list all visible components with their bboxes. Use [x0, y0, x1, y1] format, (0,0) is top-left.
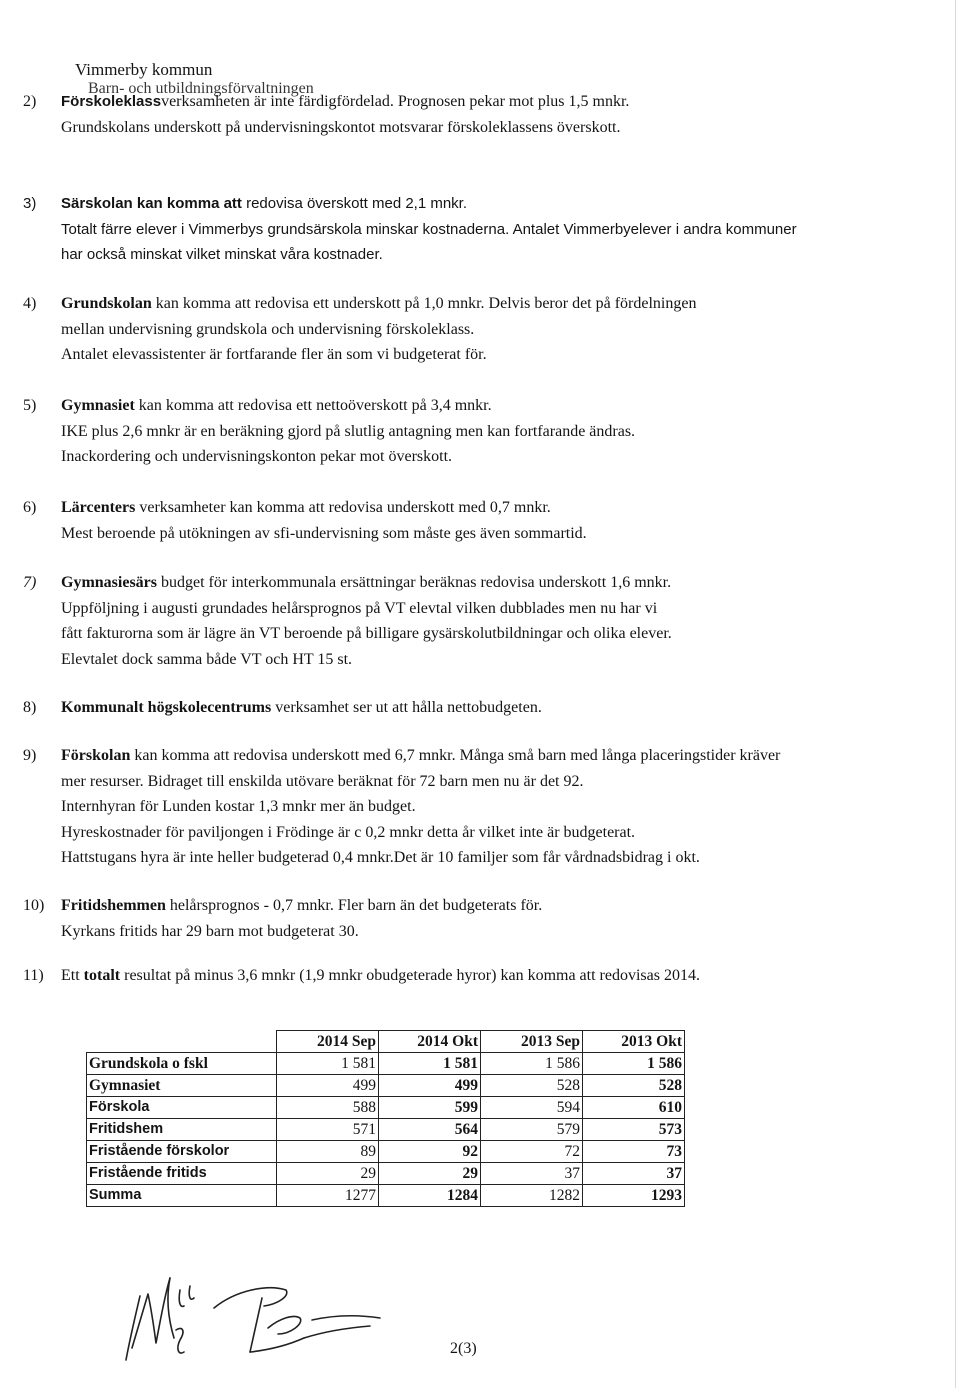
item-number: 8)	[23, 699, 37, 716]
item-text: verksamheter kan komma att redovisa underskott med 0,7 mnkr.	[139, 499, 551, 516]
item-number: 4)	[23, 295, 37, 312]
table-cell: 571	[277, 1119, 379, 1141]
table-cell: 528	[481, 1075, 583, 1097]
item-lead: Lärcenters	[61, 499, 136, 516]
item-lead: Särskolan kan komma att	[61, 195, 242, 212]
item-lead: Förskolan	[61, 747, 131, 764]
item-lead: Gymnasiet	[61, 397, 135, 414]
table-column-header: 2014 Sep	[277, 1031, 379, 1053]
organization-name: Vimmerby kommun	[75, 60, 213, 79]
item-text: verksamheten är inte färdigfördelad. Prognosen pekar mot plus 1,5 mnkr.	[161, 93, 630, 110]
item-text: IKE plus 2,6 mnkr är en beräkning gjord på slutlig antagning men kan fortfarande ändras.	[61, 422, 636, 440]
table-column-header: 2013 Okt	[583, 1031, 685, 1053]
item-number: 5)	[23, 397, 37, 414]
document-page: Vimmerby kommun Barn- och utbildningsförvaltningen 2) Förskoleklassverksamheten är inte färdigfördelad. Prognosen pekar mot plus 1,5 mnkr. Grundskolans underskott på undervisningskontot motsvarar förskoleklassens överskott. 3) Särskolan kan komma att redovisa överskott med 2,1 mnkr. Totalt färre elever i Vimmerbys grundsärskola minskar kostnaderna. Antalet Vimmerbyelever i andra kommuner har också minskat vilket minskat våra kostnader. 4) Grundskolan kan komma att redovisa ett underskott på 1,0 mnkr. Delvis beror det på fördelningen mellan undervisning grundskola och undervisning förskoleklass. Antalet elevassistenter är fortfarande fler än som vi budgeterat för. 5) Gymnasiet kan komma att redovisa ett nettoöverskott på 3,4 mnkr. IKE plus 2,6 mnkr är en beräkning gjord på slutlig antagning men kan fortfarande ändras. Inackordering och undervisningskonton pekar mot överskott. 6) Lärcenters verksamheter kan komma att redovisa underskott med 0,7 mnkr. Mest beroende på utökningen av sfi-undervisning som måste ges även sommartid. 7) Gymnasiesärs budget för interkommunala ersättningar beräknas redovisa underskott 1,6 mnkr. Uppföljning i augusti grundades helårsprognos på VT elevtal vilken dubblades men nu har vi fått fakturorna som är lägre än VT beroende på billigare gysärskolutbildningar och olika elever. Elevtalet dock samma både VT och HT 15 st. 8) Kommunalt högskolecentrums verksamhet ser ut att hålla nettobudgeten. 9) Förskolan kan komma att redovisa underskott med 6,7 mnkr. Många små barn med långa placeringstider kräver mer resurser. Bidraget till enskilda utövare beräknat för 72 barn men nu är det 92. Internhyran för Lunden kostar 1,3 mnkr mer än budget. Hyreskostnader för paviljongen i Frödinge är c 0,2 mnkr detta år vilket inte är budgeterat. Hattstugans hyra är inte heller budgeterad 0,4 mnkr.Det är 10 familjer som får vårdnadsbidrag i okt. 10) Fritidshemmen helårsprognos - 0,7 mnkr. Fler barn än det budgeterats för. Kyrkans fritids har 29 barn mot budgeterat 30. 11) Ett totalt resultat på minus 3,6 mnkr (1,9 mnkr obudgeterade hyror) kan komma att redovisas 2014. 2014 Sep 2014 Okt 2013 Sep 2013 Okt Grundskola o fskl 1 581 1 581 1 586 1 586 Gymnasiet 499 499 528 528 Förskola 588 599 594 610 Fritidshem 571 564 579 573 Fristående förskolor 89 92 72 73 Fristående fritids 29 29 37 37 Summa 1277 1284 1282 1293 2(3)	[0, 0, 960, 1388]
page-number: 2(3)	[450, 1340, 477, 1357]
table-cell: 528	[583, 1075, 685, 1097]
item-number: 11)	[23, 967, 44, 984]
item-number: 9)	[23, 747, 37, 764]
table-cell: 29	[277, 1163, 379, 1185]
item-number: 6)	[23, 499, 37, 516]
item-text: Inackordering och undervisningskonton pekar mot överskott.	[61, 448, 453, 465]
item-number: 10)	[23, 897, 45, 914]
scan-edge-line	[955, 0, 956, 1388]
table-cell: 1 586	[481, 1053, 583, 1075]
table-row	[87, 1053, 685, 1075]
table-row	[87, 1119, 685, 1141]
table-cell: 599	[379, 1097, 481, 1119]
table-cell: 564	[379, 1119, 481, 1141]
item-text: kan komma att redovisa ett underskott på 1,0 mnkr. Delvis beror det på fördelningen	[155, 295, 697, 312]
item-number: 7)	[23, 574, 37, 591]
table-cell: 37	[583, 1163, 685, 1185]
table-cell: 1277	[277, 1185, 379, 1207]
table-row	[87, 1097, 685, 1119]
handwritten-signature	[118, 1268, 388, 1368]
row-label: Grundskola o fskl	[87, 1053, 277, 1075]
item-lead: Fritidshemmen	[61, 897, 166, 914]
item-lead: Kommunalt högskolecentrums	[61, 699, 272, 716]
item-text: Internhyran för Lunden kostar 1,3 mnkr mer än budget.	[61, 798, 416, 815]
table-cell: 1284	[379, 1185, 481, 1207]
table-cell: 1 581	[379, 1053, 481, 1075]
table-row	[87, 1163, 685, 1185]
table-cell: 29	[379, 1163, 481, 1185]
row-label: Gymnasiet	[87, 1075, 277, 1097]
item-number: 3)	[23, 195, 37, 212]
item-text: Kyrkans fritids har 29 barn mot budgeterat 30.	[61, 922, 359, 940]
table-cell: 579	[481, 1119, 583, 1141]
table-row	[87, 1141, 685, 1163]
item-text: mer resurser. Bidraget till enskilda utövare beräknat för 72 barn men nu är det 92.	[61, 772, 584, 790]
item-text: Hyreskostnader för paviljongen i Frödinge är c 0,2 mnkr detta år vilket inte är budgeterat.	[61, 823, 636, 841]
table-cell: 1 586	[583, 1053, 685, 1075]
item-text: redovisa överskott med 2,1 mnkr.	[246, 195, 468, 212]
item-text: Hattstugans hyra är inte heller budgeterad 0,4 mnkr.Det är 10 familjer som får vårdnadsbidrag i okt.	[61, 849, 700, 866]
item-number: 2)	[23, 93, 37, 110]
table-cell: 610	[583, 1097, 685, 1119]
table-cell: 89	[277, 1141, 379, 1163]
table-row	[87, 1185, 685, 1207]
row-label: Fristående förskolor	[87, 1141, 277, 1163]
table-cell: 72	[481, 1141, 583, 1163]
table-cell: 1282	[481, 1185, 583, 1207]
table-cell: 92	[379, 1141, 481, 1163]
table-corner	[87, 1031, 277, 1053]
item-text: budget för interkommunala ersättningar beräknas redovisa underskott 1,6 mnkr.	[161, 574, 672, 591]
table-cell: 1293	[583, 1185, 685, 1207]
item-lead: Grundskolan	[61, 295, 152, 312]
table-cell: 37	[481, 1163, 583, 1185]
row-label: Fritidshem	[87, 1119, 277, 1141]
item-text: helårsprognos - 0,7 mnkr. Fler barn än det budgeterats för.	[169, 897, 543, 914]
department-name: Barn- och utbildningsförvaltningen	[88, 80, 314, 97]
table-cell: 588	[277, 1097, 379, 1119]
table-cell: 573	[583, 1119, 685, 1141]
row-label: Summa	[87, 1185, 277, 1207]
item-text: kan komma att redovisa ett nettoöverskott på 3,4 mnkr.	[138, 397, 492, 414]
item-text: Uppföljning i augusti grundades helårsprognos på VT elevtal vilken dubblades men nu har vi	[61, 599, 658, 617]
table-column-header: 2014 Okt	[379, 1031, 481, 1053]
item-text: Antalet elevassistenter är fortfarande fler än som vi budgeterat för.	[61, 346, 487, 363]
table-cell: 73	[583, 1141, 685, 1163]
item-text: kan komma att redovisa underskott med 6,7 mnkr. Många små barn med långa placeringstider kräver	[134, 747, 781, 764]
table-column-header: 2013 Sep	[481, 1031, 583, 1053]
item-text: fått fakturorna som är lägre än VT beroende på billigare gysärskolutbildningar och olika elever.	[61, 625, 672, 642]
table-cell: 499	[277, 1075, 379, 1097]
row-label: Fristående fritids	[87, 1163, 277, 1185]
item-text: Grundskolans underskott på undervisningskontot motsvarar förskoleklassens överskott.	[61, 118, 621, 136]
item-lead: Förskoleklass	[61, 93, 162, 110]
table-cell: 1 581	[277, 1053, 379, 1075]
statistics-table	[86, 1030, 685, 1207]
item-text: har också minskat vilket minskat våra kostnader.	[61, 246, 383, 263]
row-label: Förskola	[87, 1097, 277, 1119]
item-lead: Gymnasiesärs	[61, 574, 157, 591]
table-header-row	[87, 1031, 685, 1053]
item-text: Totalt färre elever i Vimmerbys grundsärskola minskar kostnaderna. Antalet Vimmerbyelever i andra kommuner	[61, 220, 797, 238]
item-text: Elevtalet dock samma både VT och HT 15 st.	[61, 650, 353, 668]
table-row	[87, 1075, 685, 1097]
item-text: verksamhet ser ut att hålla nettobudgeten.	[275, 699, 542, 716]
item-text: Mest beroende på utökningen av sfi-undervisning som måste ges även sommartid.	[61, 524, 587, 542]
table-cell: 594	[481, 1097, 583, 1119]
table-cell: 499	[379, 1075, 481, 1097]
item-text: mellan undervisning grundskola och undervisning förskoleklass.	[61, 320, 475, 338]
